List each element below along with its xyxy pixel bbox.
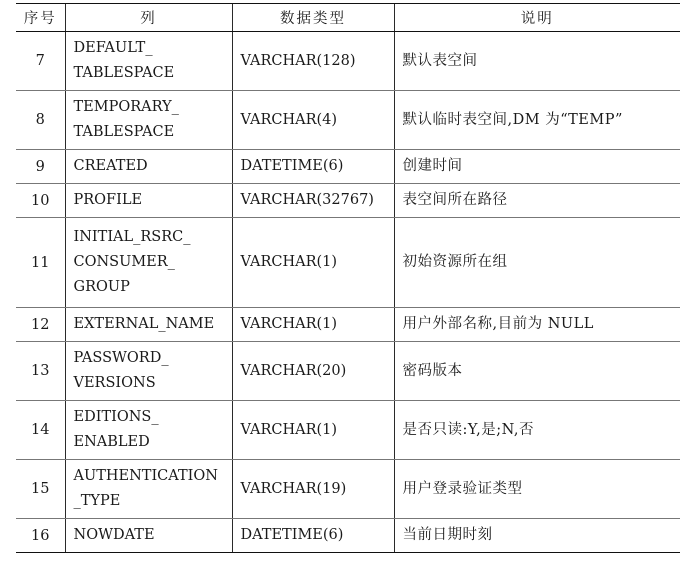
- header-data-type: 数据类型: [232, 4, 394, 32]
- row-data-type: DATETIME(6): [232, 519, 394, 553]
- row-column-name: [65, 218, 232, 308]
- column-name-line: CONSUMER_: [73, 254, 175, 270]
- header-column: 列: [65, 4, 232, 32]
- table-row: [16, 308, 680, 342]
- row-data-type: DATETIME(6): [232, 150, 394, 184]
- row-seq-no: 13: [16, 342, 65, 401]
- column-name-line: EDITIONS_: [73, 409, 159, 425]
- table-row: [16, 401, 680, 460]
- table-row: [16, 150, 680, 184]
- table-row: [16, 184, 680, 218]
- row-column-name: [65, 519, 232, 553]
- column-name-line: VERSIONS: [73, 375, 156, 391]
- column-name-line: PASSWORD_: [73, 350, 169, 366]
- column-name-line: TABLESPACE: [73, 65, 175, 81]
- row-description: 当前日期时刻: [394, 519, 680, 553]
- header-description: 说明: [394, 4, 680, 32]
- column-name-line: EXTERNAL_NAME: [73, 316, 215, 332]
- row-seq-no: 15: [16, 460, 65, 519]
- row-column-name: [65, 460, 232, 519]
- column-name-line: _TYPE: [73, 493, 121, 509]
- column-name-line: TABLESPACE: [73, 124, 175, 140]
- row-column-name: [65, 308, 232, 342]
- data-dictionary-table: [16, 3, 680, 553]
- column-name-line: PROFILE: [73, 192, 143, 208]
- row-description: 是否只读:Y,是;N,否: [394, 401, 680, 460]
- header-seq-no: 序号: [16, 4, 65, 32]
- row-data-type: VARCHAR(128): [232, 32, 394, 91]
- row-seq-no: 7: [16, 32, 65, 91]
- row-column-name: [65, 184, 232, 218]
- row-description: 默认表空间: [394, 32, 680, 91]
- column-name-line: AUTHENTICATION: [73, 468, 218, 484]
- column-name-line: DEFAULT_: [73, 40, 153, 56]
- table-row: [16, 218, 680, 308]
- column-name-line: GROUP: [73, 279, 130, 295]
- table-header: [16, 4, 680, 32]
- row-data-type: VARCHAR(19): [232, 460, 394, 519]
- row-description: 创建时间: [394, 150, 680, 184]
- table-row: [16, 91, 680, 150]
- table-row: [16, 32, 680, 91]
- row-description: 用户登录验证类型: [394, 460, 680, 519]
- row-description: 密码版本: [394, 342, 680, 401]
- row-column-name: [65, 401, 232, 460]
- row-data-type: VARCHAR(20): [232, 342, 394, 401]
- row-data-type: VARCHAR(1): [232, 308, 394, 342]
- row-column-name: [65, 150, 232, 184]
- row-data-type: VARCHAR(1): [232, 401, 394, 460]
- row-description: 表空间所在路径: [394, 184, 680, 218]
- row-seq-no: 12: [16, 308, 65, 342]
- row-description: 初始资源所在组: [394, 218, 680, 308]
- row-column-name: [65, 32, 232, 91]
- row-seq-no: 8: [16, 91, 65, 150]
- row-column-name: [65, 91, 232, 150]
- table-body: [16, 32, 680, 553]
- header-row: [16, 4, 680, 32]
- row-seq-no: 11: [16, 218, 65, 308]
- row-seq-no: 9: [16, 150, 65, 184]
- row-data-type: VARCHAR(4): [232, 91, 394, 150]
- table-row: [16, 460, 680, 519]
- column-name-line: INITIAL_RSRC_: [73, 229, 191, 245]
- row-seq-no: 10: [16, 184, 65, 218]
- row-column-name: [65, 342, 232, 401]
- column-name-line: ENABLED: [73, 434, 150, 450]
- column-name-line: NOWDATE: [73, 527, 155, 543]
- row-description: 默认临时表空间,DM 为“TEMP”: [394, 91, 680, 150]
- row-seq-no: 16: [16, 519, 65, 553]
- table-row: [16, 342, 680, 401]
- column-name-line: CREATED: [73, 158, 148, 174]
- table-row: [16, 519, 680, 553]
- row-data-type: VARCHAR(1): [232, 218, 394, 308]
- row-description: 用户外部名称,目前为 NULL: [394, 308, 680, 342]
- data-dictionary-table-container: [16, 3, 680, 553]
- column-name-line: TEMPORARY_: [73, 99, 179, 115]
- row-data-type: VARCHAR(32767): [232, 184, 394, 218]
- row-seq-no: 14: [16, 401, 65, 460]
